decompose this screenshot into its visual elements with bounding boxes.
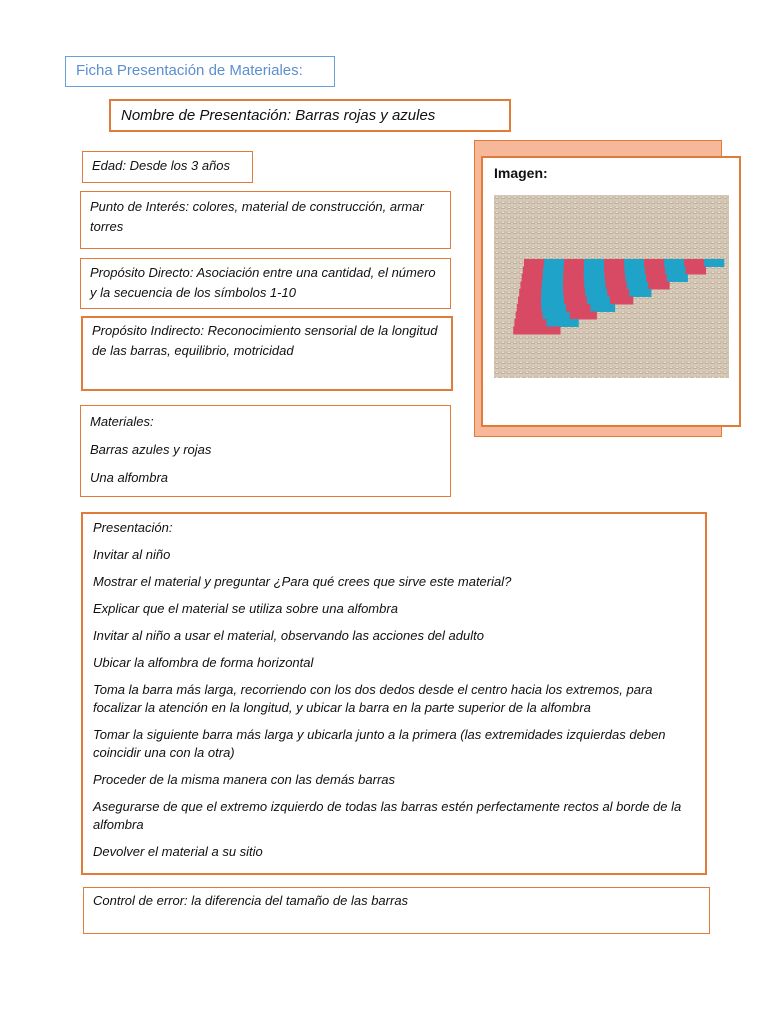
presentation-step: Toma la barra más larga, recorriendo con los dos dedos desde el centro hacia los extremos, para focalizar la atención en la longitud, y ubicar la barra en la parte superior de la alfombra [93, 682, 653, 715]
interest-box [80, 191, 451, 249]
rod-segment [610, 297, 633, 305]
indirect-purpose-box [81, 316, 453, 391]
rod-segment [590, 304, 615, 312]
presentation-heading: Presentación: [93, 520, 173, 535]
presentation-name: Nombre de Presentación: Barras rojas y azules [121, 107, 436, 124]
age-text: Edad: Desde los 3 años [92, 158, 231, 173]
rod-segment [606, 282, 628, 290]
rod-segment [563, 274, 584, 282]
title-box [65, 56, 335, 87]
rod-segment [584, 282, 606, 290]
presentation-step: Asegurarse de que el extremo izquierdo de todas las barras estén perfectamente rectos al borde de la alfombra [93, 799, 682, 832]
rod-segment [607, 289, 629, 297]
rod-segment [646, 274, 667, 282]
rod-segment [665, 267, 686, 275]
presentation-name-box [109, 99, 511, 132]
rod-segment [564, 297, 587, 305]
rod-segment [544, 259, 564, 267]
presentation-step: Invitar al niño a usar el material, observando las acciones del adulto [93, 628, 484, 643]
presentation-step: Explicar que el material se utiliza sobre una alfombra [93, 601, 398, 616]
rod-segment [519, 289, 541, 297]
rod-segment [604, 267, 625, 275]
rod-segment [524, 259, 544, 267]
rod-segment [541, 304, 566, 312]
materials-item: Barras azules y rojas [90, 442, 212, 457]
rod-segment [563, 282, 585, 290]
rod-segment [543, 312, 570, 320]
rod-segment [604, 259, 624, 267]
rod-segment [625, 267, 646, 275]
rod-segment [570, 312, 597, 320]
presentation-step: Devolver el material a su sitio [93, 844, 263, 859]
rod-segment [629, 289, 651, 297]
rod-segment [644, 259, 664, 267]
materials-box [80, 405, 451, 497]
rod-segment [514, 319, 546, 327]
rod-segment [585, 289, 607, 297]
materials-heading: Materiales: [90, 414, 154, 429]
document-title: Ficha Presentación de Materiales: [76, 62, 303, 79]
presentation-step: Invitar al niño [93, 547, 171, 562]
rod-segment [542, 282, 564, 290]
direct-purpose-text: Propósito Directo: Asociación entre una cantidad, el número y la secuencia de los símbolos 1-10 [90, 265, 436, 300]
image-box [481, 156, 741, 427]
rod-segment [541, 297, 564, 305]
rod-segment [513, 327, 560, 335]
rod-segment [625, 274, 646, 282]
rod-segment [564, 259, 584, 267]
interest-text: Punto de Interés: colores, material de construcción, armar torres [90, 199, 424, 234]
rod-segment [686, 267, 707, 275]
rod-segment [645, 267, 666, 275]
rod-segment [564, 267, 585, 275]
rod-segment [520, 282, 542, 290]
rod-segment [541, 289, 563, 297]
rod-segment [518, 297, 541, 305]
age-box [82, 151, 253, 183]
rod-segment [566, 304, 591, 312]
rod-segment [627, 282, 649, 290]
rod-segment [704, 259, 724, 267]
rod-segment [546, 319, 578, 327]
image-label: Imagen: [494, 165, 548, 181]
indirect-purpose-text: Propósito Indirecto: Reconocimiento sensorial de la longitud de las barras, equilibrio, motricidad [92, 323, 438, 358]
rod-segment [584, 267, 605, 275]
rod-segment [543, 267, 564, 275]
rod-segment [584, 259, 604, 267]
rod-segment [664, 259, 684, 267]
presentation-step: Proceder de la misma manera con las demás barras [93, 772, 396, 787]
presentation-step: Mostrar el material y preguntar ¿Para qué crees que sirve este material? [93, 574, 512, 589]
rod-segment [542, 274, 563, 282]
materials-item: Una alfombra [90, 470, 169, 485]
rod-segment [667, 274, 688, 282]
red-blue-rods-photo [494, 195, 729, 378]
rod-segment [563, 289, 585, 297]
rod-segment [516, 312, 543, 320]
error-control-text: Control de error: la diferencia del tamaño de las barras [93, 893, 409, 908]
direct-purpose-box [80, 258, 451, 309]
presentation-step: Tomar la siguiente barra más larga y ubicarla junto a la primera (las extremidades izquierdas deben coincidir una con la otra) [93, 727, 666, 760]
rod-segment [517, 304, 542, 312]
rod-segment [584, 274, 605, 282]
error-control-box [83, 887, 710, 934]
presentation-step: Ubicar la alfombra de forma horizontal [93, 655, 314, 670]
rod-segment [522, 274, 543, 282]
rod-segment [684, 259, 704, 267]
rod-segment [523, 267, 544, 275]
rod-segment [587, 297, 610, 305]
rod-segment [624, 259, 644, 267]
rod-segment [648, 282, 670, 290]
presentation-box [81, 512, 707, 875]
rod-segment [605, 274, 626, 282]
